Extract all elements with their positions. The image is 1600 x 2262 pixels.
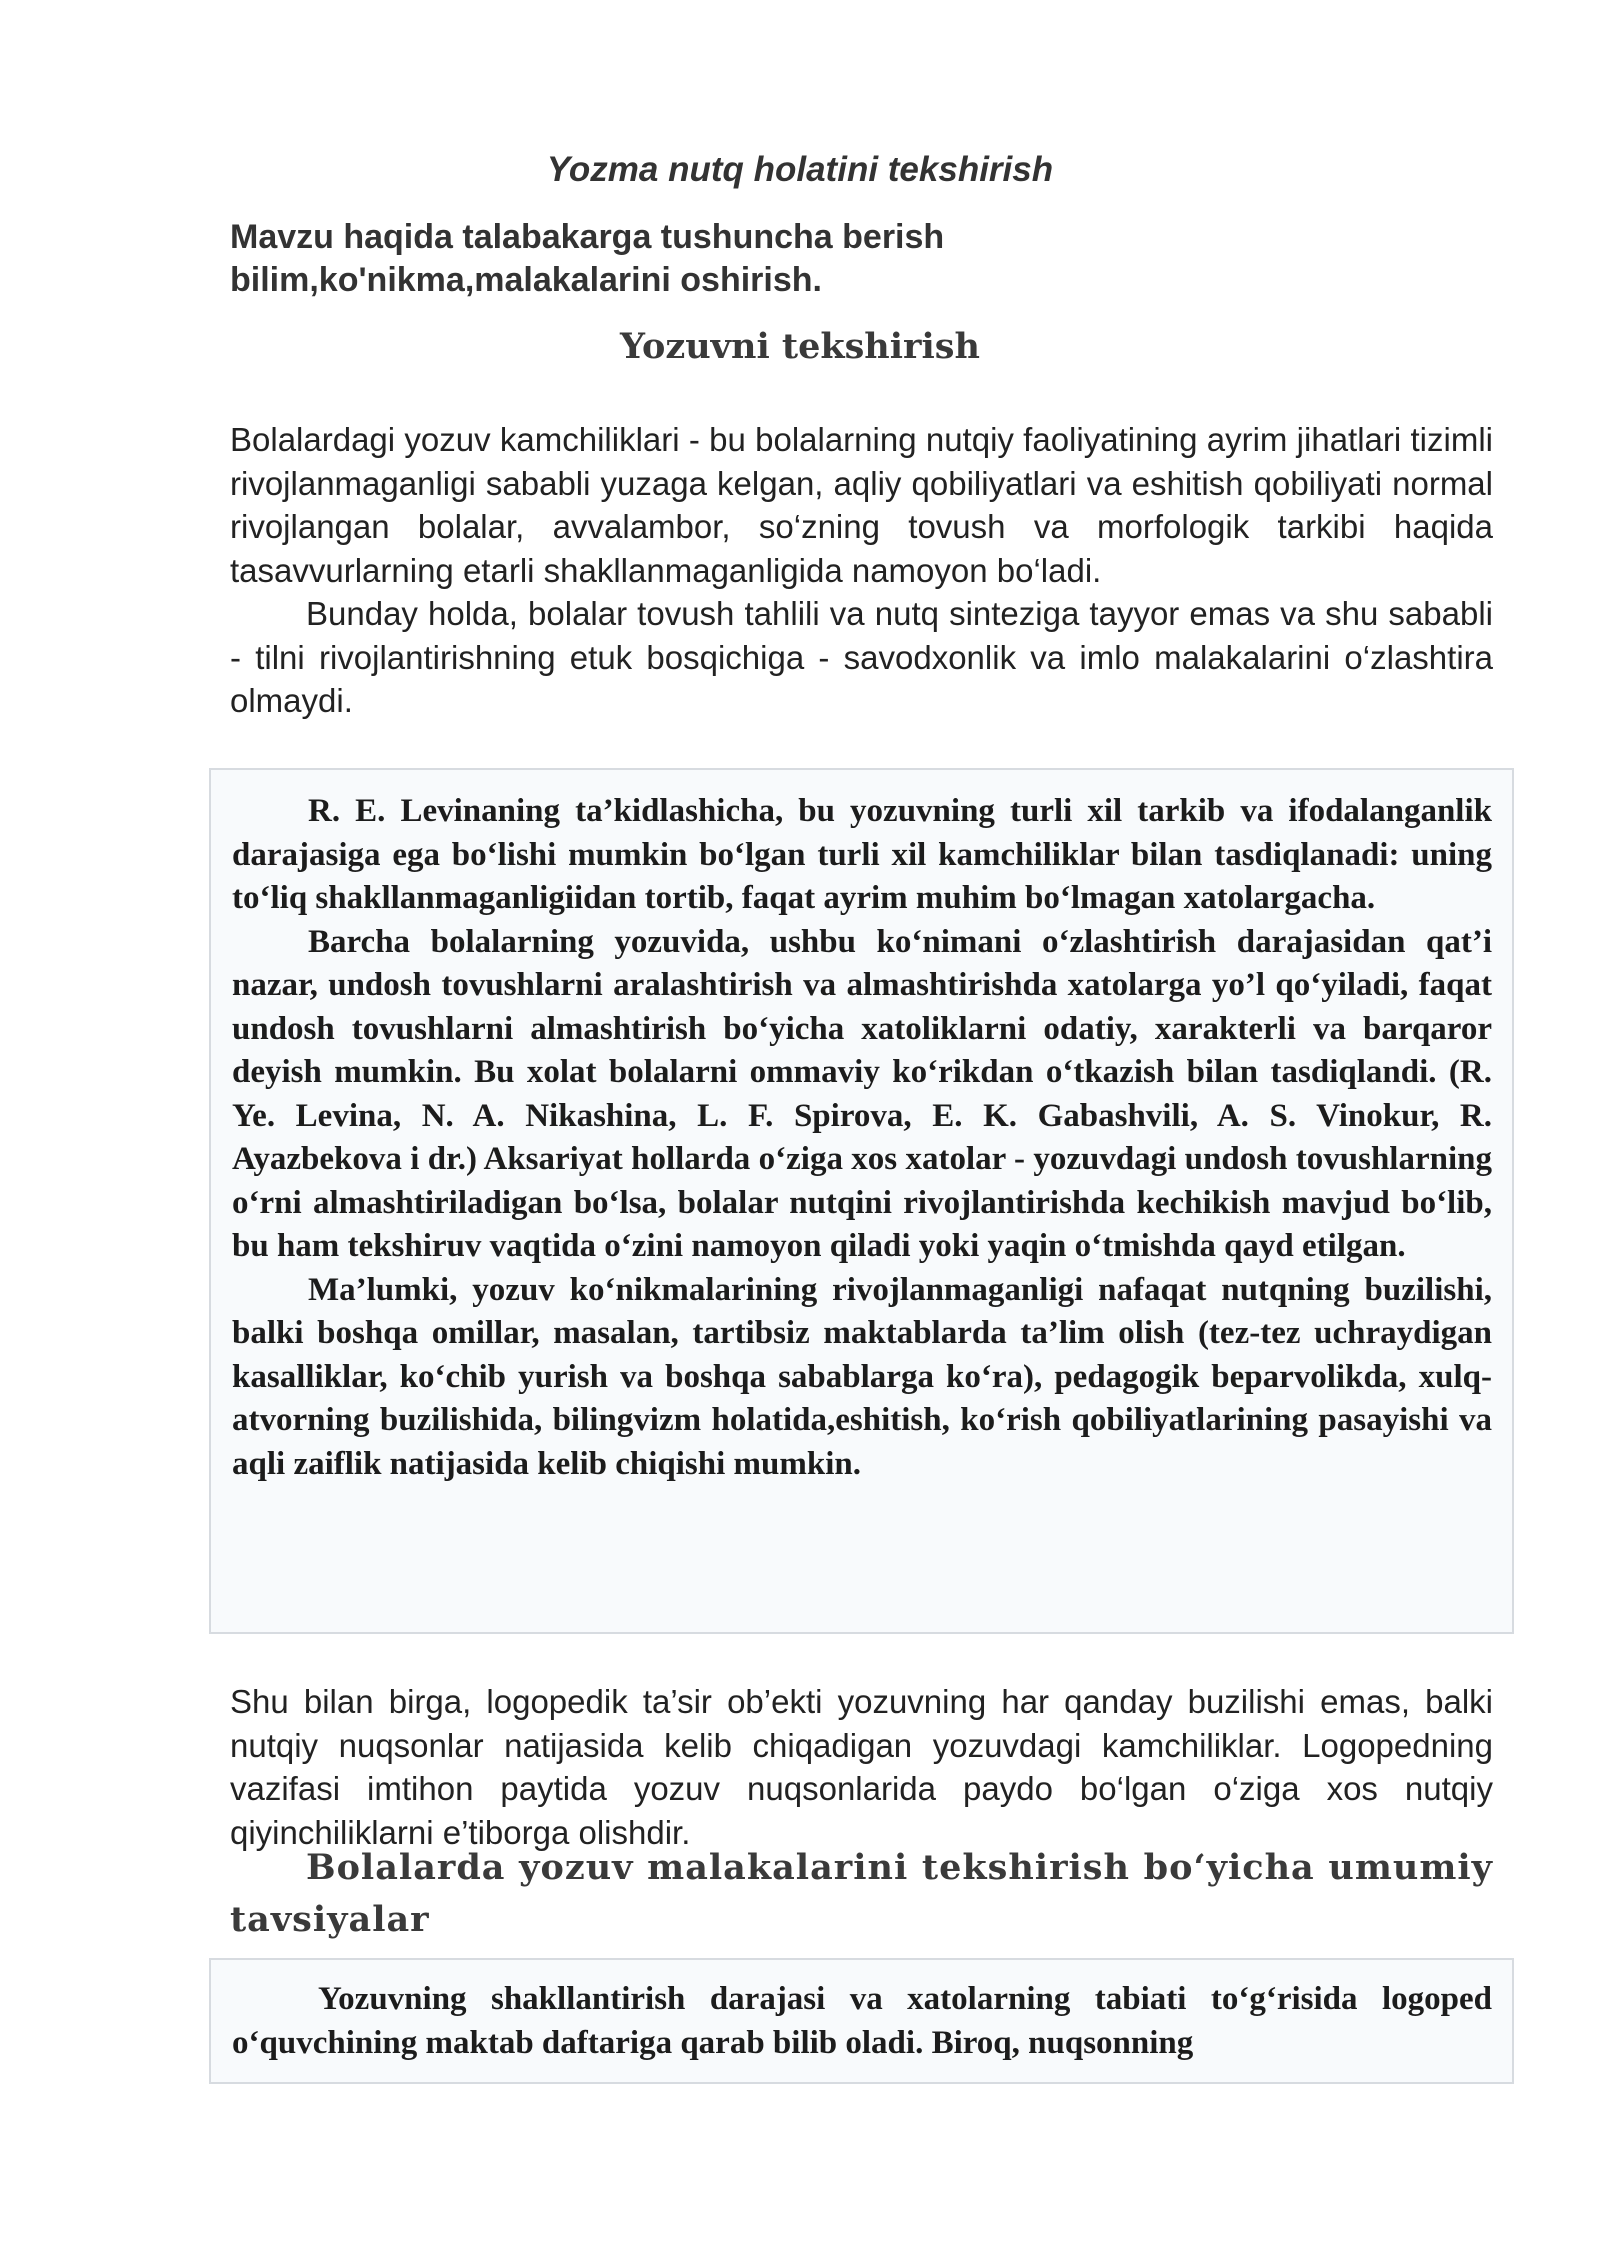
intro-text xyxy=(230,418,1493,723)
topic-statement: Mavzu haqida talabakarga tushuncha berish bilim,ko'nikma,malakalarini oshirish. xyxy=(230,218,945,299)
box1-paragraph-3: Ma’lumki, yozuv ko‘nikmalarining rivojlanmaganligi nafaqat nutqning buzilishi, balki boshqa omillar, masalan, tartibsiz maktablarda ta’lim olish (tez-tez uchraydigan kasalliklar, ko‘chib yurish va boshqa sabablarga ko‘ra), pedagogik beparvolikda, xulq-atvorning buzilishida, bilingvizm holatida,eshitish, ko‘rish qobiliyatlarining pasayishi va aqli zaiflik natijasida kelib chiqishi mumkin. xyxy=(232,1271,1492,1482)
middle-paragraph: Shu bilan birga, logopedik ta’sir ob’ekti yozuvning har qanday buzilishi emas, balki nutqiy nuqsonlar natijasida kelib chiqadigan yozuvdagi kamchiliklar. Logopedning vazifasi imtihon paytida yozuv nuqsonlarida paydo bo‘lgan o‘ziga xos nutqiy qiyinchiliklarni e’tiborga olishdir. xyxy=(230,1683,1493,1851)
intro-paragraph-2: Bunday holda, bolalar tovush tahlili va nutq sinteziga tayyor emas va shu sababli - tilni rivojlantirishning etuk bosqichiga - savodxonlik va imlo malakalarini o‘zlashtira olmaydi. xyxy=(230,595,1493,719)
middle-text xyxy=(230,1680,1493,1854)
section-title: Yozuvni tekshirish xyxy=(620,326,980,367)
subheading: Bolalarda yozuv malakalarini tekshirish bo‘yicha umumiy tavsiyalar xyxy=(230,1847,1493,1940)
intro-paragraph-1: Bolalardagi yozuv kamchiliklari - bu bolalarning nutqiy faoliyatining ayrim jihatlari tizimli rivojlanmaganligi sababli yuzaga kelgan, aqliy qobiliyatlari va eshitish qobiliyati normal rivojlangan bolalar, avvalambor, so‘zning tovush va morfologik tarkibi haqida tasavvurlarning etarli shakllanmaganligida namoyon bo‘ladi. xyxy=(230,421,1493,589)
box1-paragraph-1: R. E. Levinaning ta’kidlashicha, bu yozuvning turli xil tarkib va ifodalanganlik darajasiga ega bo‘lishi mumkin bo‘lgan turli xil kamchiliklar bilan tasdiqlanadi: uning to‘liq shakllanmaganligiidan tortib, faqat ayrim muhim bo‘lmagan xatolargacha. xyxy=(232,793,1492,916)
box1-paragraph-2: Barcha bolalarning yozuvida, ushbu ko‘nimani o‘zlashtirish darajasidan qat’i nazar, undosh tovushlarni aralashtirish va almashtirishda xatolarga yo’l qo‘yiladi, faqat undosh tovushlarni almashtirish bo‘yicha xatoliklarni odatiy, xarakterli va barqaror deyish mumkin. Bu xolat bolalarni ommaviy ko‘rikdan o‘tkazish bilan tasdiqlandi. (R. Ye. Levina, N. A. Nikashina, L. F. Spirova, E. K. Gabashvili, A. S. Vinokur, R. Ayazbekova i dr.) Aksariyat hollarda o‘ziga xos xatolar - yozuvdagi undosh tovushlarning o‘rni almashtiriladigan bo‘lsa, bolalar nutqini rivojlantirishda kechikish mavjud bo‘lib, bu ham tekshiruv vaqtida o‘zini namoyon qiladi yoki yaqin o‘tmishda qayd etilgan. xyxy=(232,923,1492,1264)
box2-paragraph: Yozuvning shakllantirish darajasi va xatolarning tabiati to‘g‘risida logoped o‘quvchining maktab daftariga qarab bilib oladi. Biroq, nuqsonning xyxy=(232,1981,1492,2061)
quote-box-2 xyxy=(209,1958,1514,2084)
quote-box-1 xyxy=(209,768,1514,1634)
document-title: Yozma nutq holatini tekshirish xyxy=(546,150,1054,189)
